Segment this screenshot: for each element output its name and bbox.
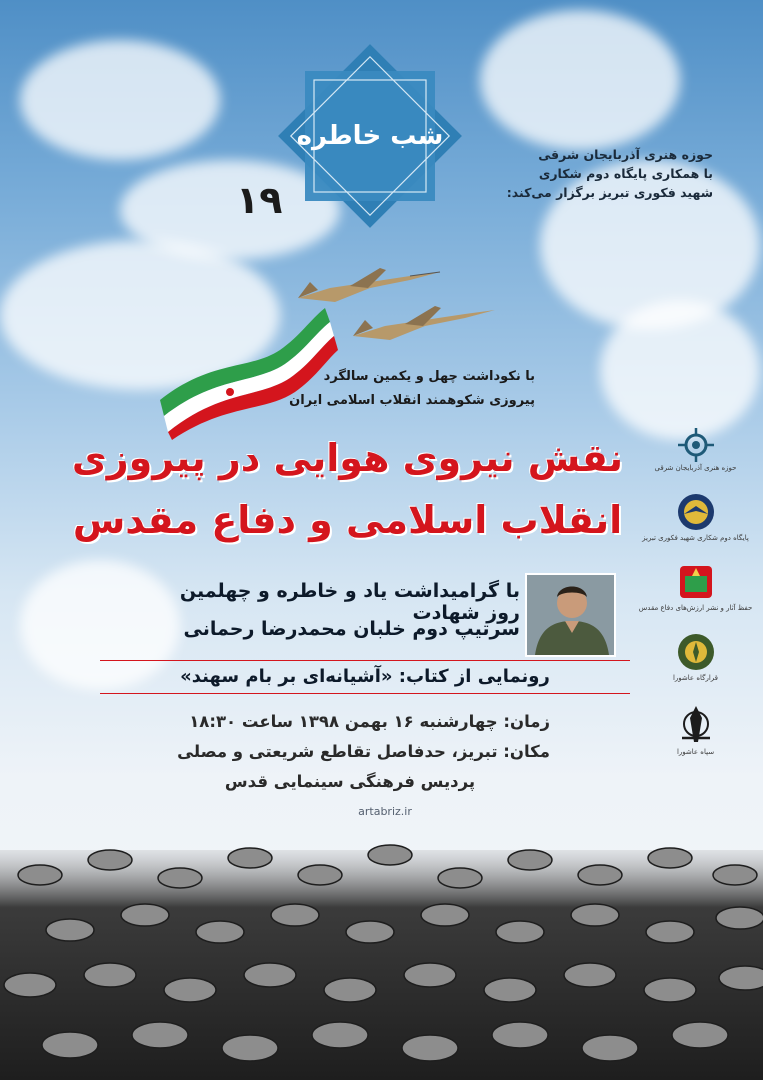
emblem-caption: شب خاطره — [296, 121, 444, 151]
army-logo-icon — [676, 632, 716, 672]
saluting-soldiers-crowd — [0, 820, 763, 1080]
person-icon — [527, 575, 614, 655]
veterans-logo-icon — [676, 562, 716, 602]
sponsor-logo — [642, 492, 749, 542]
jet-icon — [353, 306, 495, 340]
airbase-logo-icon — [676, 492, 716, 532]
event-time: زمان: چهارشنبه ۱۶ بهمن ۱۳۹۸ ساعت ۱۸:۳۰ — [189, 712, 550, 731]
logo-caption: قرارگاه عاشورا — [672, 674, 718, 682]
event-place: مکان: تبریز، حدفاصل تقاطع شریعتی و مصلی — [177, 742, 550, 761]
logo-caption: پایگاه دوم شکاری شهید فکوری تبریز — [642, 534, 749, 542]
art-center-logo-icon — [674, 428, 718, 462]
irgc-logo-icon — [676, 702, 716, 746]
jet-icon — [298, 268, 440, 302]
logo-caption: سپاه عاشورا — [676, 748, 715, 756]
main-title-line: انقلاب اسلامی و دفاع مقدس — [72, 498, 623, 542]
logo-caption: حوزه هنری آذربایجان شرقی — [654, 464, 737, 472]
sponsor-logos — [638, 428, 753, 776]
sponsor-logo — [658, 632, 733, 682]
host-line: حوزه هنری آذربایجان شرقی — [538, 147, 713, 162]
sponsor-logo — [638, 562, 753, 612]
memorial-line: با گرامیداشت یاد و خاطره و چهلمین روز شهادت — [179, 580, 520, 624]
anniversary-line: پیروزی شکوهمند انقلاب اسلامی ایران — [289, 393, 535, 408]
sponsor-logo — [654, 428, 737, 472]
main-title-line: نقش نیروی هوایی در پیروزی — [71, 436, 624, 480]
host-line: با همکاری پایگاه دوم شکاری — [538, 166, 713, 181]
cloud-decoration — [20, 40, 220, 160]
host-line: شهید فکوری تبریز برگزار می‌کند: — [506, 185, 713, 200]
anniversary-text — [275, 365, 535, 413]
logo-caption: حفظ آثار و نشر ارزش‌های دفاع مقدس — [638, 604, 753, 612]
sponsor-logo — [658, 702, 733, 756]
host-text — [463, 145, 713, 202]
pilot-portrait — [525, 573, 616, 657]
website-link[interactable]: artabriz.ir — [358, 805, 412, 818]
event-emblem — [270, 36, 470, 236]
book-launch-line: رونمایی از کتاب: «آشیانه‌ای بر بام سهند» — [100, 660, 630, 694]
cloud-decoration — [600, 300, 760, 440]
cloud-decoration — [480, 10, 680, 150]
series-number: ۱۹ — [236, 178, 283, 222]
anniversary-line: با نکوداشت چهل و یکمین سالگرد — [323, 369, 535, 384]
memorial-line: سرتیپ دوم خلبان محمدرضا رحمانی — [183, 618, 520, 640]
event-venue: پردیس فرهنگی سینمایی قدس — [224, 772, 476, 791]
